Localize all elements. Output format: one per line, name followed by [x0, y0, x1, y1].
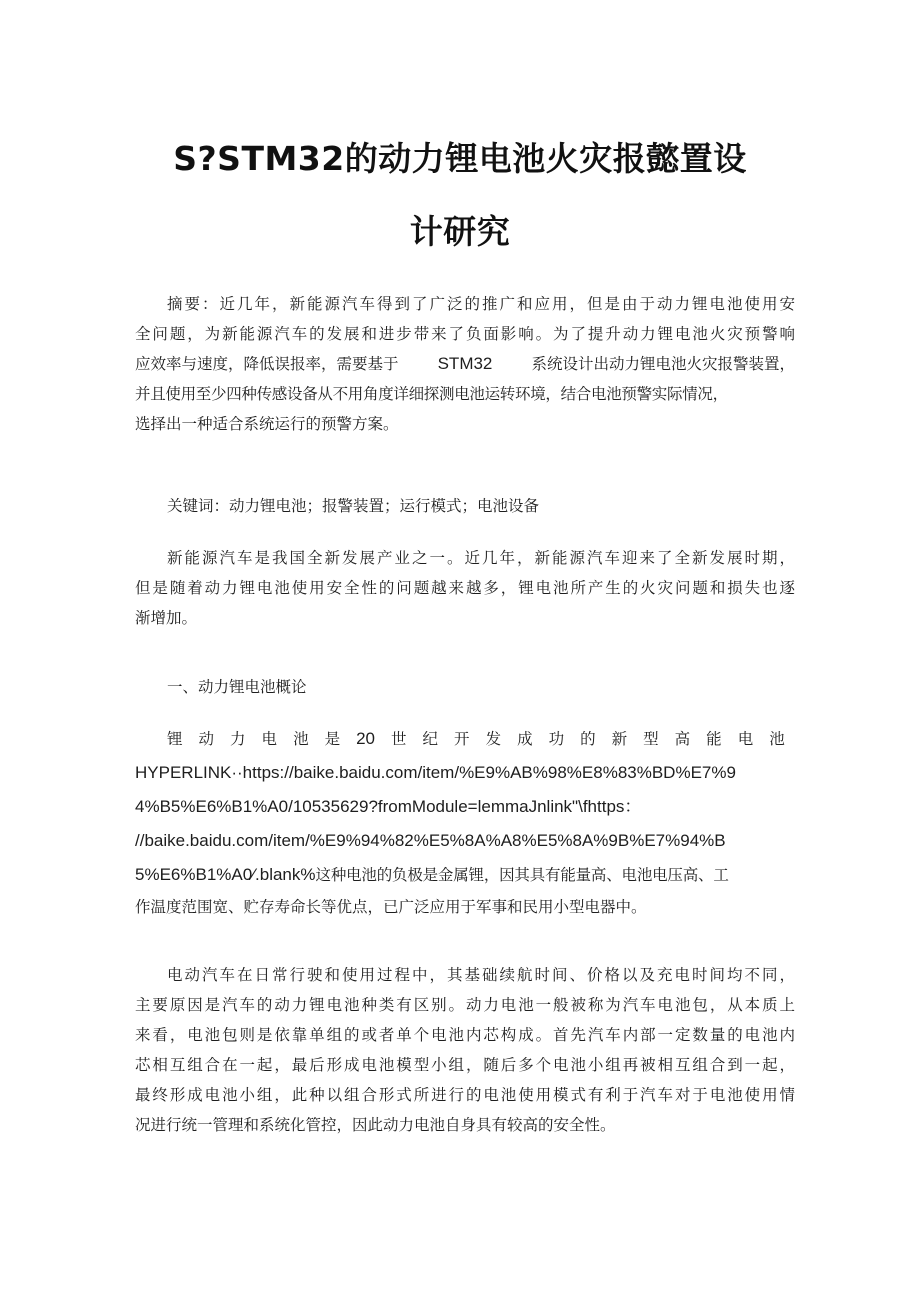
- spaced-char: 功: [548, 730, 565, 748]
- intro-line: 渐增加。: [135, 609, 198, 627]
- para-line: 况进行统一管理和系统化管控，因此动力电池自身具有较高的安全性。: [135, 1116, 616, 1134]
- keywords-paragraph: [135, 491, 795, 521]
- spaced-char: 池: [293, 730, 309, 748]
- abstract-line: [135, 349, 795, 379]
- keywords-line: 关键词：动力锂电池；报警装置；运行模式；电池设备: [167, 497, 540, 515]
- abstract-text: 应效率与速度，降低误报率，需要基于: [135, 355, 399, 373]
- spaced-char: 20: [356, 729, 376, 748]
- para-line: 作温度范围宽、贮存寿命长等优点，已广泛应用于军事和民用小型电器中。: [135, 898, 647, 916]
- document-title-line-1: S?STM32的动力锂电池火灾报懿置设: [173, 139, 747, 178]
- spaced-char: 开: [454, 730, 470, 748]
- spaced-char: 型: [643, 730, 659, 748]
- intro-line: 新能源汽车是我国全新发展产业之一。近几年，新能源汽车迎来了全新发展时期，: [167, 549, 795, 567]
- abstract-text: 系统设计出动力锂电池火灾报警装置，: [531, 355, 795, 373]
- intro-paragraph: [135, 543, 795, 633]
- spaced-char: 的: [580, 730, 596, 748]
- spaced-char: 高: [674, 730, 691, 748]
- section-heading-text: 一、动力锂电池概论: [167, 678, 307, 696]
- para-line: 最终形成电池小组，此种以组合形式所进行的电池使用模式有利于汽车对于电池使用情: [135, 1086, 795, 1104]
- spaced-char: 是: [324, 730, 341, 748]
- abstract-line: 选择出一种适合系统运行的预警方案。: [135, 415, 399, 433]
- hyperlink-text: HYPERLINK··https://baike.baidu.com/item/%E9%AB%98%E8%83%BD%E7%9: [135, 763, 736, 782]
- abstract-line: 摘要：近几年，新能源汽车得到了广泛的推广和应用，但是由于动力锂电池使用安: [167, 295, 795, 313]
- spaced-char: 电: [737, 730, 754, 748]
- spaced-char: 动: [198, 730, 215, 748]
- para-line: 电动汽车在日常行驶和使用过程中，其基础续航时间、价格以及充电时间均不同，: [167, 966, 795, 984]
- hyperlink-text: //baike.baidu.com/item/%E9%94%82%E5%8A%A8%E5%8A%9B%E7%94%B: [135, 831, 726, 850]
- spaced-char: 发: [485, 730, 502, 748]
- para-text: 这种电池的负极是金属锂，因其具有能量高、电池电压高、工: [315, 866, 729, 884]
- abstract-line: 并且使用至少四种传感设备从不用角度详细探测电池运转环境，结合电池预警实际情况，: [135, 385, 728, 403]
- section1-paragraph-2: [135, 960, 795, 1140]
- para-line: [135, 858, 785, 892]
- section-heading: [135, 672, 795, 702]
- document-title-line-2: 计研究: [409, 212, 511, 251]
- spaced-char: 锂: [167, 730, 183, 748]
- spaced-char: 池: [769, 730, 785, 748]
- spaced-char: 成: [517, 730, 533, 748]
- para-line: 来看，电池包则是依靠单组的或者单个电池内芯构成。首先汽车内部一定数量的电池内: [135, 1026, 795, 1044]
- spaced-char: 电: [261, 730, 278, 748]
- spaced-char: 世: [391, 730, 407, 748]
- spaced-char: 力: [230, 730, 246, 748]
- abstract-line: 全问题，为新能源汽车的发展和进步带来了负面影响。为了提升动力锂电池火灾预警响: [135, 325, 795, 343]
- hyperlink-tail: 5%E6%B1%A0⁄.blank%: [135, 865, 316, 884]
- spaced-line: [135, 724, 785, 754]
- intro-line: 但是随着动力锂电池使用安全性的问题越来越多，锂电池所产生的火灾问题和损失也逐: [135, 579, 795, 597]
- spaced-char: 能: [706, 730, 722, 748]
- spaced-char: 纪: [422, 730, 439, 748]
- para-line: 芯相互组合在一起，最后形成电池模型小组，随后多个电池小组再被相互组合到一起，: [135, 1056, 795, 1074]
- section1-paragraph-1: [135, 724, 785, 922]
- abstract-paragraph: [135, 289, 795, 439]
- hyperlink-text: 4%B5%E6%B1%A0/10535629?fromModule=lemmaJnlink"\fhttps：: [135, 797, 642, 816]
- para-line: 主要原因是汽车的动力锂电池种类有区别。动力电池一般被称为汽车电池包，从本质上: [135, 996, 795, 1014]
- abstract-stm32: STM32: [437, 354, 493, 373]
- spaced-char: 新: [611, 730, 628, 748]
